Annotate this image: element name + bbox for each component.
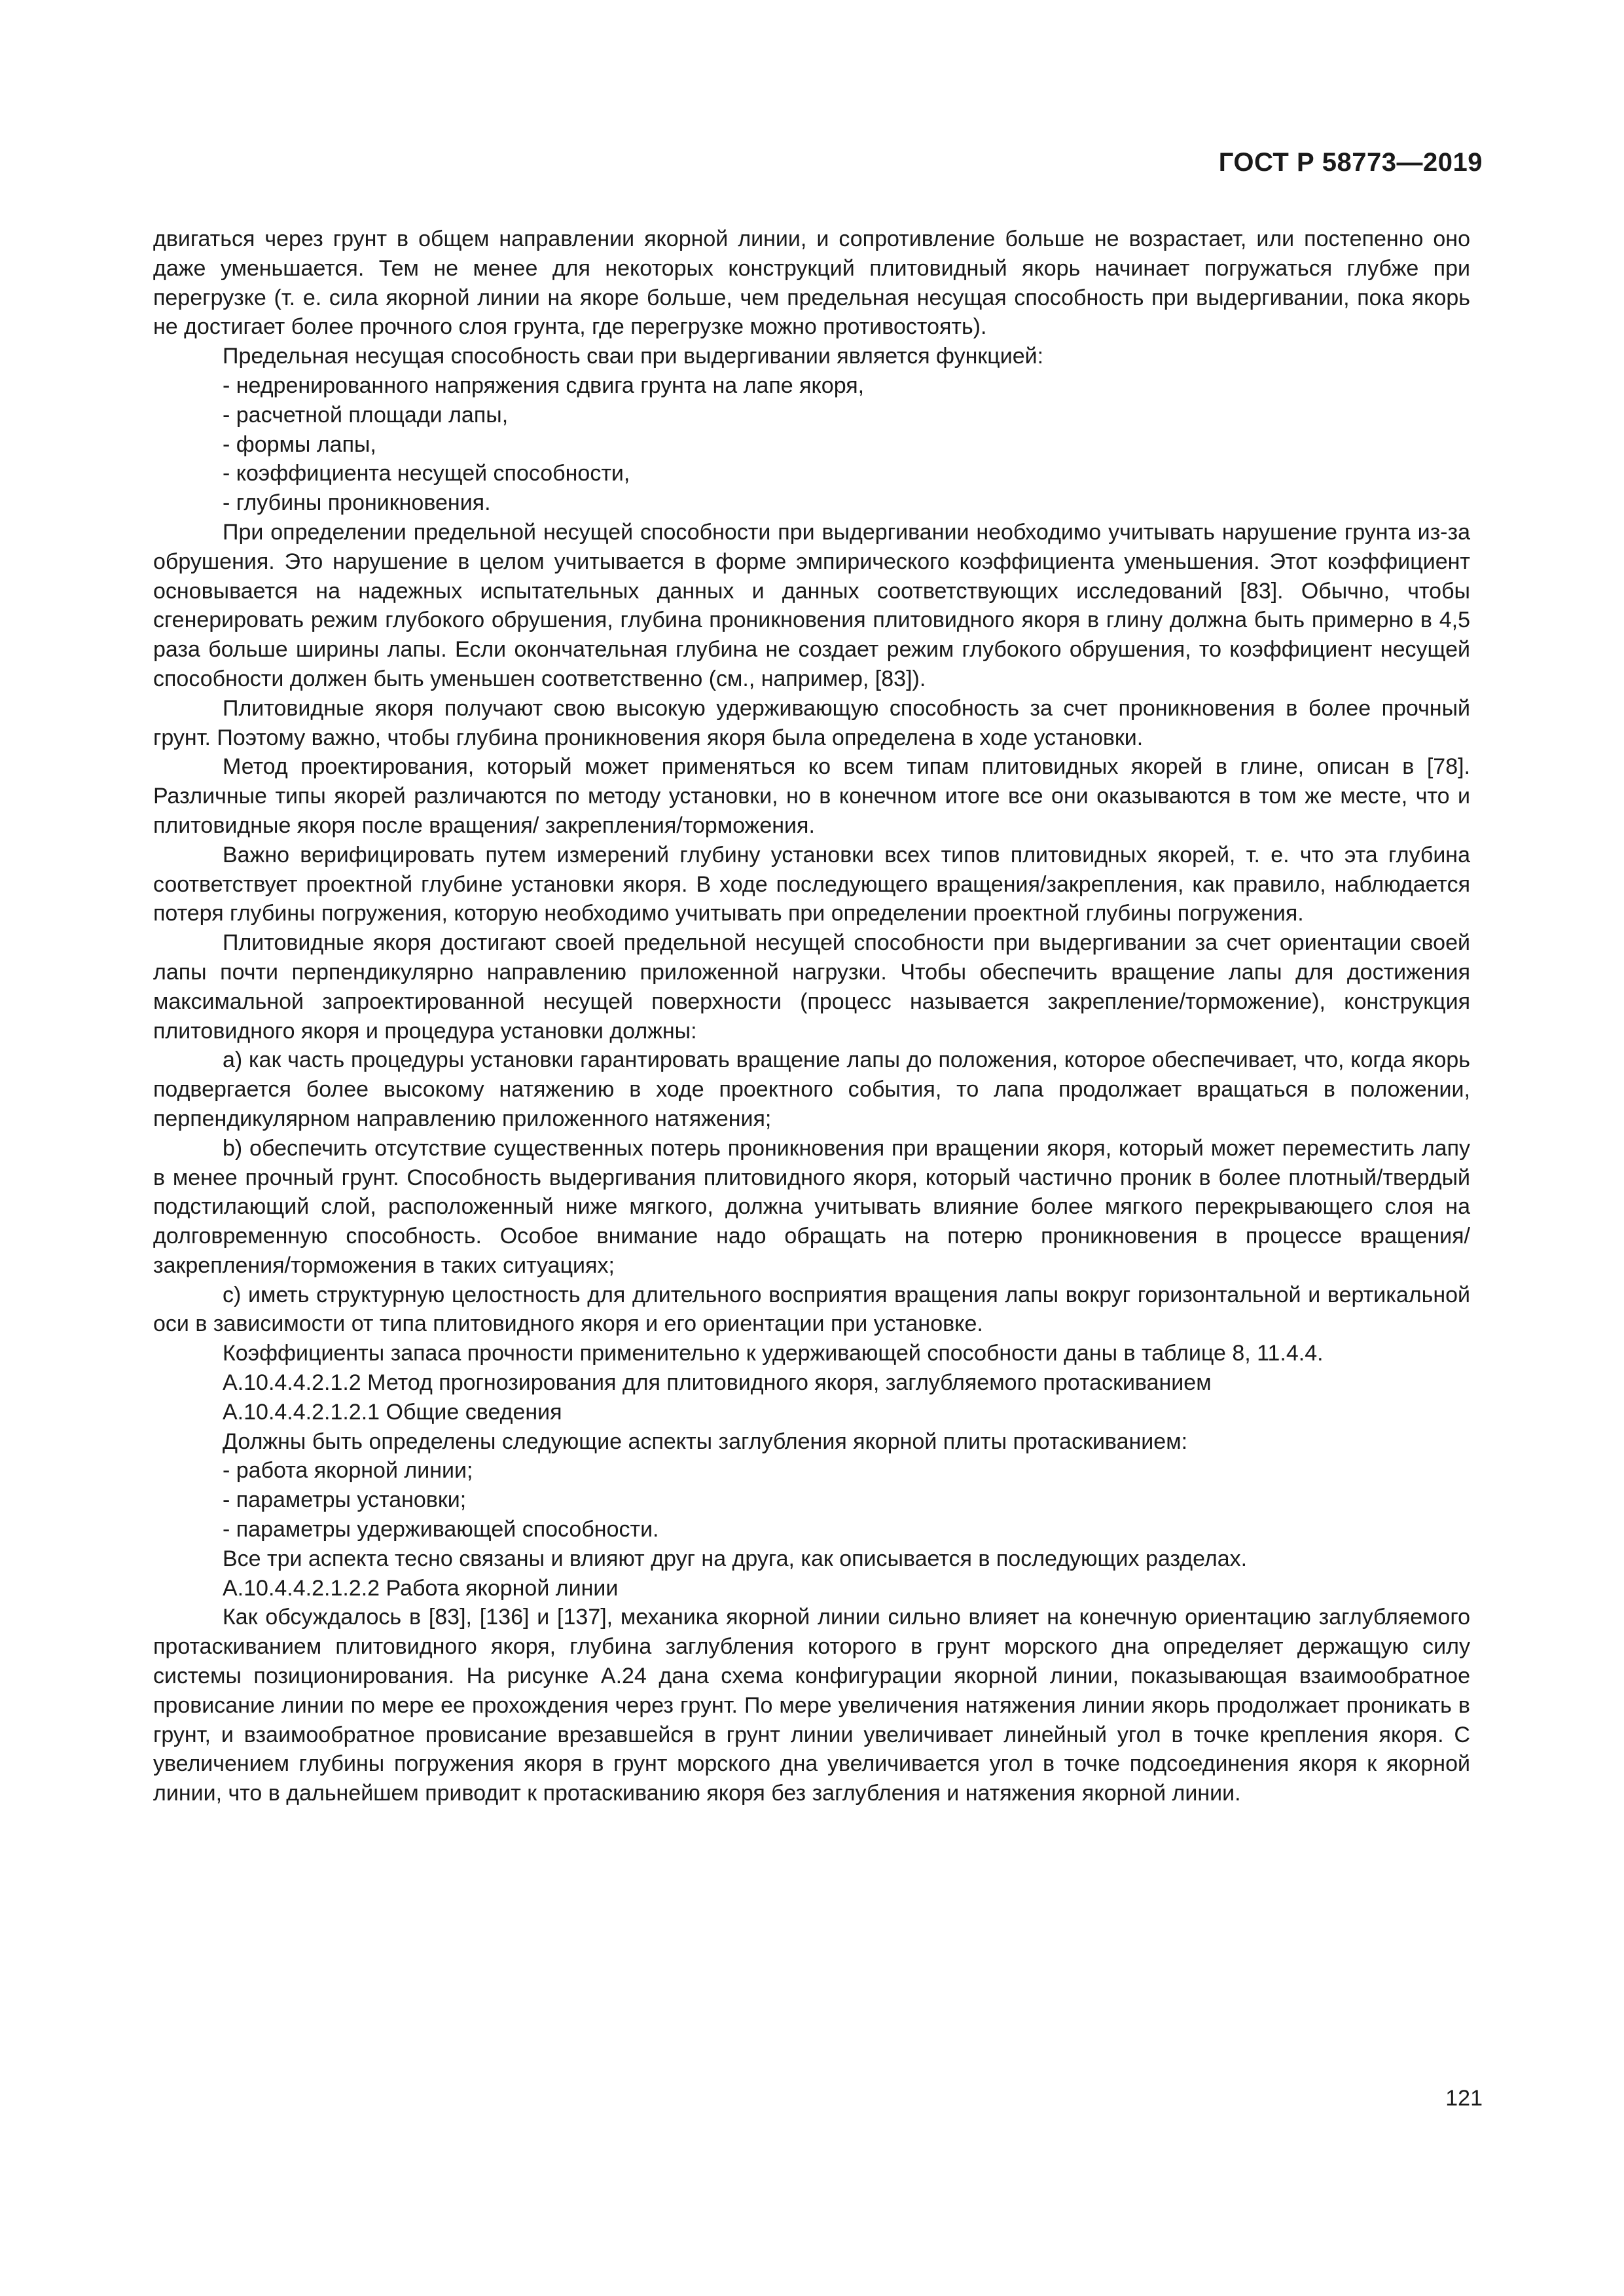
list-item: - работа якорной линии;: [223, 1458, 473, 1484]
section-heading: A.10.4.4.2.1.2 Метод прогнозирования для плитовидного якоря, заглубляемого протаскиванием: [223, 1370, 1212, 1396]
paragraph: Плитовидные якоря достигают своей предельной несущей способности при выдергивании за счет ориентации своей лапы почти перпендикулярно направлению приложенной нагрузки. Чтобы обеспечить вращение лапы для достижения максимальной запроектированной несущей поверхности (процесс называется закрепление/торможение), конструкция плитовидного якоря и процедура установки должны:: [153, 930, 1470, 1044]
paragraph: Важно верифицировать путем измерений глубину установки всех типов плитовидных якорей, т. е. что эта глубина соответствует проектной глубине установки якоря. В ходе последующего вращения/закрепления, как правило, наблюдается потеря глубины погружения, которую необходимо учитывать при определении проектной глубины погружения.: [153, 842, 1470, 926]
list-item-b: b) обеспечить отсутствие существенных потерь проникновения при вращении якоря, который может переместить лапу в менее прочный грунт. Способность выдергивания плитовидного якоря, который частично проник в более плотный/твердый подстилающий слой, расположенный ниже мягкого, должна учитывать влияние более мягкого перекрывающего слоя на долговременную способность. Особое внимание надо обращать на потерю проникновения в процессе вращения/ закрепления/торможения в таких ситуациях;: [153, 1135, 1470, 1278]
list-item: - параметры установки;: [223, 1487, 467, 1513]
section-heading: A.10.4.4.2.1.2.1 Общие сведения: [223, 1399, 562, 1425]
paragraph: Как обсуждалось в [83], [136] и [137], механика якорной линии сильно влияет на конечную ориентацию заглубляемого протаскиванием плитовидного якоря, глубина заглубления которого в грунт морского дна определяет держащую силу системы позиционирования. На рисунке A.24 дана схема конфигурации якорной линии, показывающая взаимообратное провисание линии по мере ее прохождения через грунт. По мере увеличения натяжения линии якорь продолжает проникать в грунт, и взаимообратное провисание врезавшейся в грунт линии увеличивает линейный угол в точке крепления якоря. С увеличением глубины погружения якоря в грунт морского дна увеличивается угол в точке подсоединения якоря к якорной линии, что в дальнейшем приводит к протаскиванию якоря без заглубления и натяжения якорной линии.: [153, 1605, 1470, 1806]
list-item: - коэффициента несущей способности,: [223, 461, 630, 486]
paragraph: Коэффициенты запаса прочности применительно к удерживающей способности даны в таблице 8, 11.4.4.: [223, 1341, 1324, 1366]
list-item-a: a) как часть процедуры установки гарантировать вращение лапы до положения, которое обеспечивает, что, когда якорь подвергается более высокому натяжению в ходе проектного события, то лапа продолжает вращаться в положении, перпендикулярном направлению приложенного натяжения;: [153, 1048, 1470, 1131]
paragraph-continuation: двигаться через грунт в общем направлении якорной линии, и сопротивление больше не возрастает, или постепенно оно даже уменьшается. Тем не менее для некоторых конструкций плитовидный якорь начинает погружаться глубже при перегрузке (т. е. сила якорной линии на якоре больше, чем предельная несущая способность при выдергивании, пока якорь не достигает более прочного слоя грунта, где перегрузке можно противостоять).: [153, 227, 1470, 340]
list-item: - недренированного напряжения сдвига грунта на лапе якоря,: [223, 373, 865, 398]
page-number: 121: [1445, 2086, 1483, 2111]
body-text: [153, 225, 1470, 1808]
list-item: - формы лапы,: [223, 431, 376, 457]
document-code: ГОСТ Р 58773—2019: [1218, 148, 1483, 177]
function-list: [153, 371, 1470, 518]
paragraph: Метод проектирования, который может применяться ко всем типам плитовидных якорей в глине, описан в [78]. Различные типы якорей различаются по методу установки, но в конечном итоге все они оказываются в том же месте, что и плитовидные якоря после вращения/ закрепления/торможения.: [153, 754, 1470, 838]
section-heading: A.10.4.4.2.1.2.2 Работа якорной линии: [223, 1575, 619, 1601]
paragraph: Предельная несущая способность сваи при выдергивании является функцией:: [223, 344, 1044, 369]
paragraph: Плитовидные якоря получают свою высокую удерживающую способность за счет проникновения в более прочный грунт. Поэтому важно, чтобы глубина проникновения якоря была определена в ходе установки.: [153, 695, 1470, 750]
aspect-list: [153, 1456, 1470, 1544]
list-item-c: c) иметь структурную целостность для длительного восприятия вращения лапы вокруг горизонтальной и вертикальной оси в зависимости от типа плитовидного якоря и его ориентации при установке.: [153, 1282, 1470, 1337]
list-item: - глубины проникновения.: [223, 490, 491, 516]
list-item: - параметры удерживающей способности.: [223, 1517, 659, 1542]
list-item: - расчетной площади лапы,: [223, 402, 509, 428]
paragraph: Все три аспекта тесно связаны и влияют друг на друга, как описывается в последующих разделах.: [223, 1546, 1248, 1571]
paragraph: При определении предельной несущей способности при выдергивании необходимо учитывать нарушение грунта из-за обрушения. Это нарушение в целом учитывается в форме эмпирического коэффициента уменьшения. Этот коэффициент основывается на надежных испытательных данных и данных соответствующих исследований [83]. Обычно, чтобы сгенерировать режим глубокого обрушения, глубина проникновения плитовидного якоря в глину должна быть примерно в 4,5 раза больше ширины лапы. Если окончательная глубина не создает режим глубокого обрушения, то коэффициент несущей способности должен быть уменьшен соответственно (см., например, [83]).: [153, 519, 1470, 691]
paragraph: Должны быть определены следующие аспекты заглубления якорной плиты протаскиванием:: [223, 1429, 1188, 1454]
